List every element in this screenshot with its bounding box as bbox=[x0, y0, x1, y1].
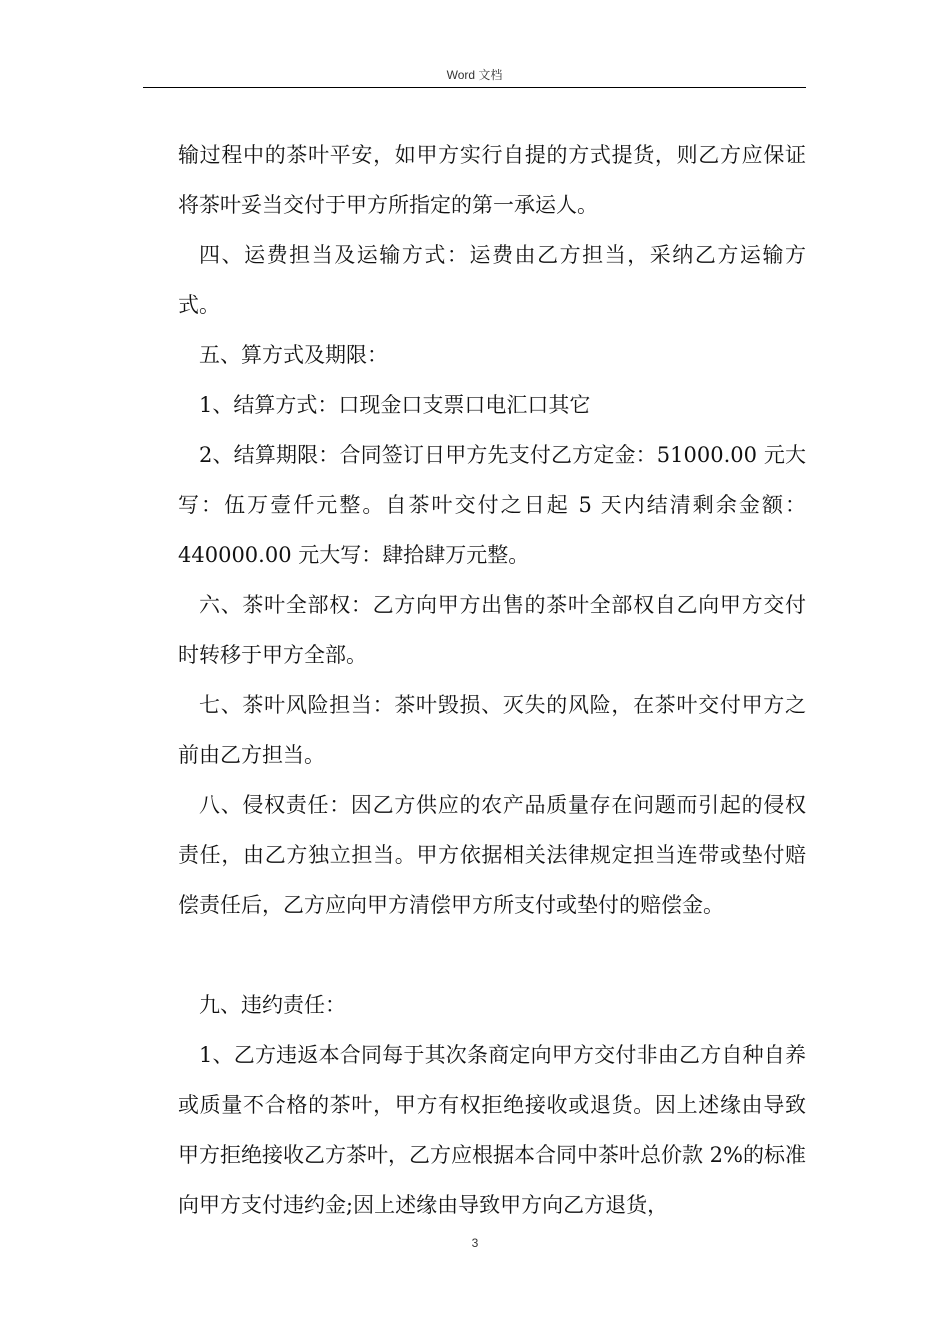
paragraph-breach-1: 1、乙方违返本合同每于其次条商定向甲方交付非由乙方自种自养或质量不合格的茶叶，甲方有权拒绝接收或退货。因上述缘由导致甲方拒绝接收乙方茶叶，乙方应根据本合同中茶叶总价款 2%的标准向甲方支付违约金;因上述缘由导致甲方向乙方退货， bbox=[178, 1043, 806, 1217]
paragraph-clause-5: 五、算方式及期限： bbox=[199, 343, 388, 367]
paragraph-settlement-method: 1、结算方式：口现金口支票口电汇口其它 bbox=[199, 393, 591, 417]
paragraph-clause-6: 六、茶叶全部权：乙方向甲方出售的茶叶全部权自乙向甲方交付时转移于甲方全部。 bbox=[178, 593, 806, 667]
paragraph-clause-7: 七、茶叶风险担当：茶叶毁损、灭失的风险，在茶叶交付甲方之前由乙方担当。 bbox=[178, 693, 806, 767]
paragraph-continuation: 输过程中的茶叶平安，如甲方实行自提的方式提货，则乙方应保证将茶叶妥当交付于甲方所指定的第一承运人。 bbox=[178, 143, 806, 217]
page-number: 3 bbox=[471, 1236, 479, 1250]
paragraph-clause-8: 八、侵权责任：因乙方供应的农产品质量存在问题而引起的侵权责任，由乙方独立担当。甲方依据相关法律规定担当连带或垫付赔偿责任后，乙方应向甲方清偿甲方所支付或垫付的赔偿金。 bbox=[178, 793, 806, 917]
paragraph-clause-4: 四、运费担当及运输方式：运费由乙方担当，采纳乙方运输方式。 bbox=[178, 243, 806, 317]
document-body bbox=[178, 130, 806, 1230]
paragraph-clause-9: 九、违约责任： bbox=[199, 993, 346, 1017]
paragraph-settlement-period: 2、结算期限：合同签订日甲方先支付乙方定金：51000.00 元大写：伍万壹仟元整。自茶叶交付之日起 5 天内结清剩余金额：440000.00 元大写：肆拾肆万元整。 bbox=[178, 443, 806, 567]
paragraph-gap bbox=[178, 930, 806, 980]
header-divider bbox=[143, 87, 806, 88]
document-header: Word 文档 bbox=[446, 68, 503, 82]
